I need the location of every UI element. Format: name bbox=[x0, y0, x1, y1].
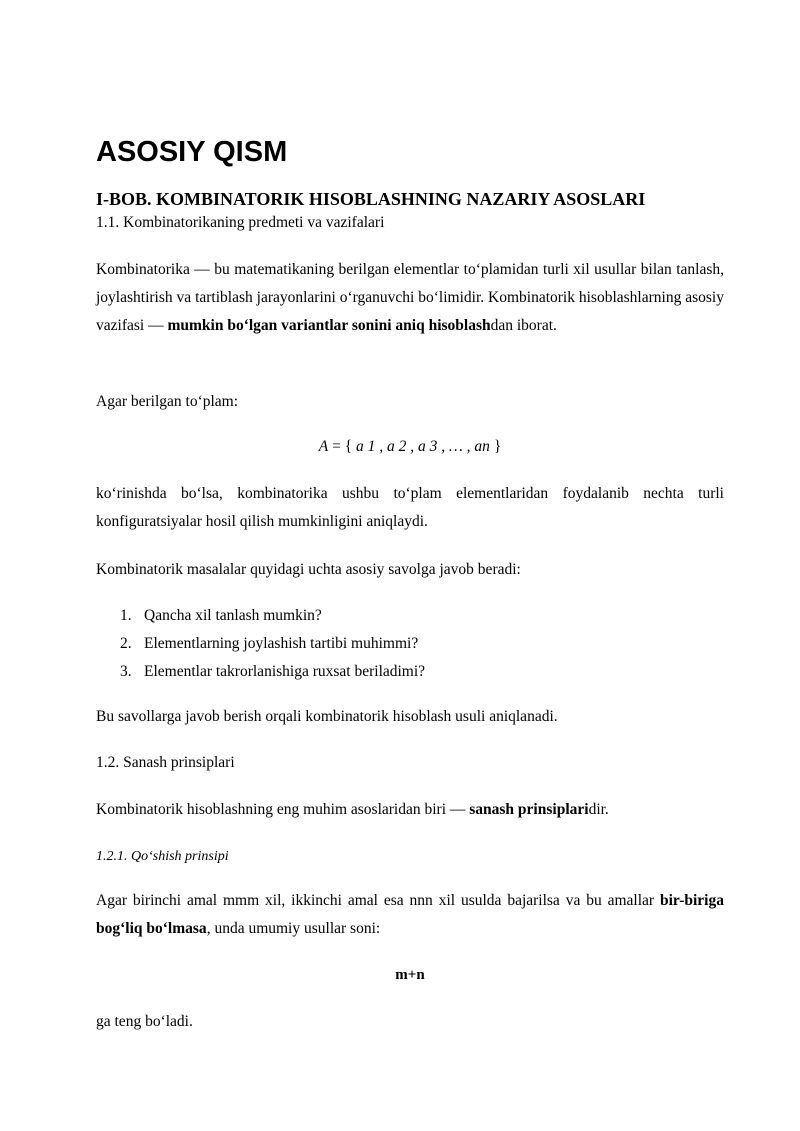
sum-formula: m+n bbox=[395, 967, 425, 983]
list-number: 2. bbox=[120, 635, 132, 652]
section-heading-1-1: 1.1. Kombinatorikaning predmeti va vazifalari bbox=[96, 214, 385, 231]
section-heading-1-2: 1.2. Sanash prinsiplari bbox=[96, 754, 235, 771]
formula-lhs: A bbox=[318, 438, 329, 455]
paragraph-text: dir. bbox=[588, 801, 609, 818]
list-item bbox=[96, 602, 425, 630]
paragraph-questions-intro: Kombinatorik masalalar quyidagi uchta asosiy savolga javob beradi: bbox=[96, 561, 521, 578]
formula-equals: = { bbox=[328, 438, 357, 455]
page-title: ASOSIY QISM bbox=[96, 136, 288, 168]
list-item bbox=[96, 658, 425, 686]
paragraph-method: Bu savollarga javob berish orqali kombinatorik hisoblash usuli aniqlanadi. bbox=[96, 708, 558, 725]
paragraph-definition bbox=[96, 256, 724, 340]
list-text: Elementlarning joylashish tartibi muhimmi? bbox=[144, 635, 419, 652]
bold-phrase: bir-biriga bog‘liq bo‘lmasa bbox=[96, 892, 724, 937]
paragraph-text: Agar birinchi amal mmm xil, ikkinchi amal esa nnn xil usulda bajarilsa va bu amallar bbox=[96, 892, 660, 909]
questions-list bbox=[96, 602, 425, 686]
paragraph-form: ko‘rinishda bo‘lsa, kombinatorika ushbu to‘plam elementlaridan foydalanib nechta turli konfiguratsiyalar hosil qilish mumkinligini aniqlaydi. bbox=[96, 485, 724, 530]
paragraph-principles bbox=[96, 796, 724, 824]
paragraph-text: Kombinatorik hisoblashning eng muhim asoslaridan biri — bbox=[96, 801, 470, 818]
paragraph-text: Kombinatorika — bu matematikaning berilgan elementlar to‘plamidan turli xil usullar bilan tanlash, joylashtirish va tartiblash jarayonlarini o‘rganuvchi bo‘limidir. Kombinatorik hisoblashlarning asosiy vazifasi — bbox=[96, 261, 724, 334]
bold-phrase: sanash prinsiplari bbox=[469, 801, 589, 818]
chapter-heading: I-BOB. KOMBINATORIK HISOBLASHNING NAZARIY ASOSLARI bbox=[96, 189, 646, 209]
paragraph-equals: ga teng bo‘ladi. bbox=[96, 1013, 193, 1030]
set-formula bbox=[96, 436, 724, 458]
list-text: Elementlar takrorlanishiga ruxsat beriladimi? bbox=[144, 663, 426, 680]
paragraph-text: dan iborat. bbox=[490, 317, 557, 334]
list-number: 3. bbox=[120, 663, 132, 680]
section-heading-1-2-1: 1.2.1. Qo‘shish prinsipi bbox=[96, 849, 229, 864]
paragraph-given-set: Agar berilgan to‘plam: bbox=[96, 393, 239, 410]
list-item bbox=[96, 630, 425, 658]
paragraph-addition-rule bbox=[96, 887, 724, 943]
list-number: 1. bbox=[120, 607, 132, 624]
bold-phrase: mumkin bo‘lgan variantlar sonini aniq hisoblash bbox=[167, 317, 491, 334]
formula-close: } bbox=[489, 438, 502, 455]
formula-body: a 1 , a 2 , a 3 , … , an bbox=[356, 438, 490, 455]
list-text: Qancha xil tanlash mumkin? bbox=[144, 607, 322, 624]
paragraph-text: , unda umumiy usullar soni: bbox=[206, 920, 381, 937]
